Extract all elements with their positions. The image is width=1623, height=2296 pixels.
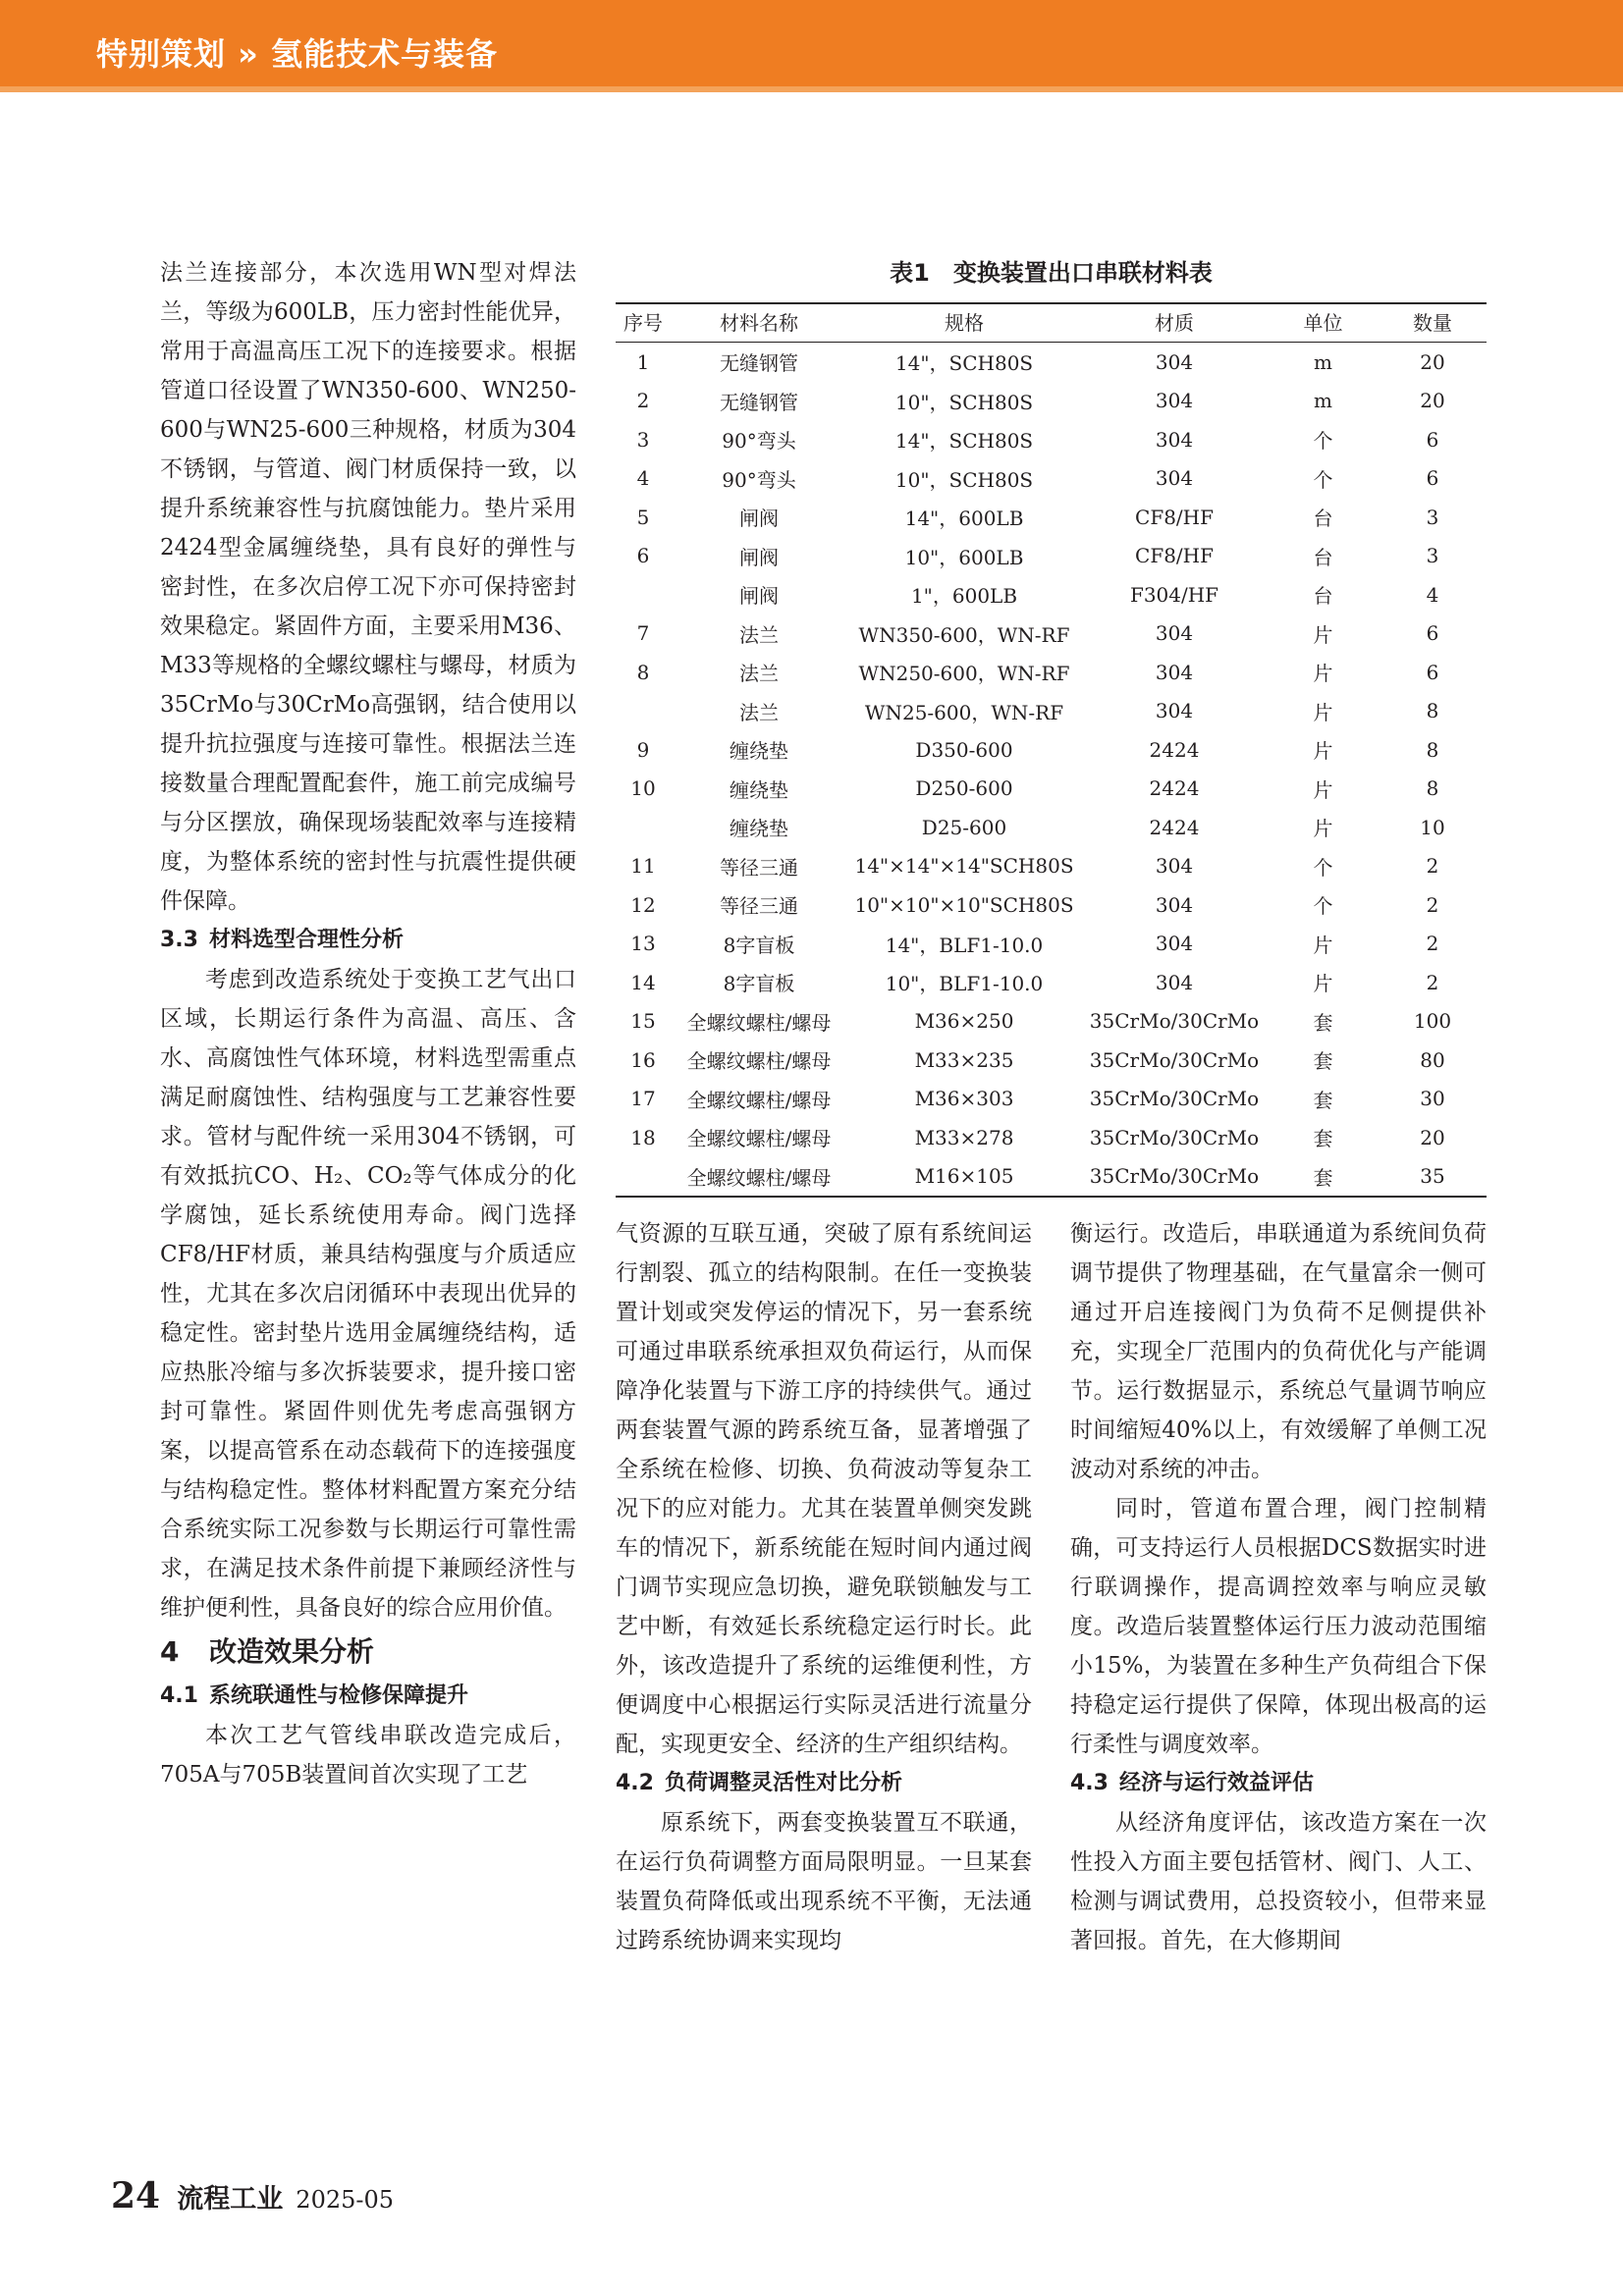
cell-qty: 2 bbox=[1426, 892, 1439, 917]
cell-material: 无缝钢管 bbox=[720, 390, 798, 414]
table-row bbox=[616, 1157, 1487, 1198]
cell-material: 缠绕垫 bbox=[730, 777, 788, 802]
table-row bbox=[616, 1118, 1487, 1157]
section-number: 4.2 bbox=[616, 1771, 654, 1795]
journal-name: 流程工业 bbox=[177, 2184, 284, 2215]
cell-spec: D25-600 bbox=[921, 815, 1007, 839]
cell-unit: 片 bbox=[1313, 662, 1333, 686]
paragraph: 考虑到改造系统处于变换工艺气出口区域，长期运行条件为高温、高压、含水、高腐蚀性气体环境，材料选型需重点满足耐腐蚀性、结构强度与工艺兼容性要求。管材与配件统一采用304不锈钢，可有效抵抗CO、H₂、CO₂等气体成分的化学腐蚀，延长系统使用寿命。阀门选择CF8/HF材质，兼具结构强度与介质适应性，尤其在多次启闭循环中表现出优异的稳定性。密封垫片选用金属缠绕结构，适应热胀冷缩与多次拆装要求，提升接口密封可靠性。紧固件则优先考虑高强钢方案，以提高管系在动态载荷下的连接强度与结构稳定性。整体材料配置方案充分结合系统实际工况参数与长期运行可靠性需求，在满足技术条件前提下兼顾经济性与维护便利性，具备良好的综合应用价值。 bbox=[160, 967, 576, 1621]
table-row bbox=[616, 925, 1487, 964]
table-header-row bbox=[616, 303, 1487, 343]
section-title: 系统联通性与检修保障提升 bbox=[209, 1683, 469, 1708]
cell-no: 7 bbox=[636, 621, 650, 646]
cell-qty: 2 bbox=[1426, 932, 1439, 956]
cell-grade: 35CrMo/30CrMo bbox=[1081, 1157, 1268, 1198]
table-row bbox=[616, 653, 1487, 692]
cell-unit: 片 bbox=[1313, 817, 1333, 841]
cell-unit: 套 bbox=[1268, 1157, 1379, 1198]
cell-grade: 304 bbox=[1155, 466, 1194, 491]
cell-unit: 台 bbox=[1313, 507, 1333, 531]
cell-material: 90°弯头 bbox=[722, 429, 796, 454]
cell-grade: 2424 bbox=[1149, 737, 1200, 762]
cell-material: 全螺纹螺柱/螺母 bbox=[686, 1010, 832, 1035]
cell-unit: 个 bbox=[1313, 429, 1333, 454]
cell-no: 8 bbox=[636, 660, 650, 684]
cell-qty: 80 bbox=[1420, 1047, 1445, 1072]
cell-material: 缠绕垫 bbox=[730, 739, 788, 764]
cell-unit: 套 bbox=[1313, 1049, 1333, 1074]
table-row bbox=[616, 1080, 1487, 1119]
cell-unit: 片 bbox=[1313, 739, 1333, 764]
header-band bbox=[0, 0, 1623, 92]
cell-spec: 10"，BLF1-10.0 bbox=[885, 972, 1044, 996]
header-cell-no: 序号 bbox=[616, 303, 671, 343]
cell-grade: 304 bbox=[1155, 389, 1194, 413]
cell-material: 等径三通 bbox=[720, 855, 798, 880]
table-row bbox=[616, 614, 1487, 654]
cell-no bbox=[616, 808, 671, 847]
cell-qty: 6 bbox=[1426, 466, 1439, 491]
cell-no: 14 bbox=[630, 970, 656, 994]
cell-qty: 20 bbox=[1420, 389, 1445, 413]
paragraph: 衡运行。改造后，串联通道为系统间负荷调节提供了物理基础，在气量富余一侧可通过开启连接阀门为负荷不足侧提供补充，实现全厂范围内的负荷优化与产能调节。运行数据显示，系统总气量调节响应时间缩短40%以上，有效缓解了单侧工况波动对系统的冲击。 bbox=[1070, 1221, 1487, 1482]
cell-material: 全螺纹螺柱/螺母 bbox=[671, 1157, 847, 1198]
cell-grade: 35CrMo/30CrMo bbox=[1089, 1047, 1260, 1072]
cell-material: 8字盲板 bbox=[723, 972, 795, 996]
table-row bbox=[616, 498, 1487, 537]
cell-material: 法兰 bbox=[739, 662, 779, 686]
cell-material: 法兰 bbox=[739, 700, 779, 724]
cell-spec: 1"，600LB bbox=[910, 584, 1018, 609]
section-heading bbox=[160, 921, 576, 960]
cell-unit: m bbox=[1314, 349, 1332, 374]
table-row bbox=[616, 692, 1487, 731]
table-row bbox=[616, 575, 1487, 614]
cell-material: 闸阀 bbox=[739, 507, 779, 531]
paragraph: 本次工艺气管线串联改造完成后，705A与705B装置间首次实现了工艺 bbox=[160, 1723, 576, 1788]
cell-material: 全螺纹螺柱/螺母 bbox=[686, 1127, 832, 1151]
cell-grade: 35CrMo/30CrMo bbox=[1089, 1009, 1260, 1034]
cell-no: 12 bbox=[630, 892, 656, 917]
header-cell-grade: 材质 bbox=[1081, 303, 1268, 343]
cell-spec: 14"，600LB bbox=[904, 507, 1024, 531]
table-row bbox=[616, 770, 1487, 809]
page-footer bbox=[111, 2175, 394, 2216]
section-number: 4 bbox=[160, 1635, 180, 1668]
cell-spec: M16×105 bbox=[847, 1157, 1081, 1198]
cell-material: 等径三通 bbox=[720, 894, 798, 919]
cell-no: 4 bbox=[636, 466, 650, 491]
cell-spec: 14"×14"×14"SCH80S bbox=[854, 854, 1074, 879]
cell-unit: 套 bbox=[1313, 1010, 1333, 1035]
header-cell-spec: 规格 bbox=[847, 303, 1081, 343]
cell-grade: 304 bbox=[1155, 970, 1194, 994]
cell-no: 3 bbox=[636, 427, 650, 452]
cell-qty: 10 bbox=[1420, 815, 1445, 839]
cell-spec: 14"，SCH80S bbox=[894, 351, 1034, 376]
cell-grade: 304 bbox=[1155, 621, 1194, 646]
cell-unit: 片 bbox=[1313, 700, 1333, 724]
cell-unit: 套 bbox=[1313, 1088, 1333, 1112]
cell-qty: 20 bbox=[1420, 349, 1445, 374]
table-row bbox=[616, 963, 1487, 1002]
cell-material: 全螺纹螺柱/螺母 bbox=[686, 1088, 832, 1112]
section-title: 材料选型合理性分析 bbox=[209, 928, 405, 952]
table-row bbox=[616, 730, 1487, 770]
cell-spec: M33×235 bbox=[914, 1047, 1014, 1072]
table-row bbox=[616, 808, 1487, 847]
paragraph: 同时，管道布置合理，阀门控制精确，可支持运行人员根据DCS数据实时进行联调操作，提高调控效率与响应灵敏度。改造后装置整体运行压力波动范围缩小15%，为装置在多种生产负荷组合下保持稳定运行提供了保障，体现出极高的运行柔性与调度效率。 bbox=[1070, 1496, 1487, 1757]
cell-spec: WN350-600，WN-RF bbox=[858, 622, 1070, 647]
cell-no: 15 bbox=[630, 1009, 656, 1034]
table-title: 表1 变换装置出口串联材料表 bbox=[890, 259, 1213, 287]
cell-material: 90°弯头 bbox=[722, 467, 796, 492]
section-title: 改造效果分析 bbox=[209, 1635, 375, 1668]
section-title: 负荷调整灵活性对比分析 bbox=[665, 1771, 903, 1795]
cell-spec: 14"，SCH80S bbox=[894, 429, 1034, 454]
section-heading bbox=[160, 1628, 576, 1677]
cell-spec: 10"×10"×10"SCH80S bbox=[854, 892, 1074, 917]
cell-grade: 35CrMo/30CrMo bbox=[1089, 1087, 1260, 1111]
section-number: 4.3 bbox=[1070, 1771, 1109, 1795]
header-cell-unit: 单位 bbox=[1268, 303, 1379, 343]
cell-spec: D350-600 bbox=[915, 737, 1013, 762]
cell-qty: 6 bbox=[1426, 427, 1439, 452]
cell-unit: 套 bbox=[1313, 1127, 1333, 1151]
cell-no: 9 bbox=[636, 737, 650, 762]
table-row bbox=[616, 459, 1487, 499]
section-heading bbox=[616, 1764, 1032, 1803]
cell-qty: 6 bbox=[1426, 660, 1439, 684]
cell-grade: 304 bbox=[1155, 699, 1194, 723]
cell-material: 8字盲板 bbox=[723, 933, 795, 957]
cell-spec: M33×278 bbox=[914, 1125, 1014, 1149]
cell-unit: 片 bbox=[1313, 933, 1333, 957]
cell-material: 全螺纹螺柱/螺母 bbox=[686, 1049, 832, 1074]
cell-no: 10 bbox=[630, 776, 656, 801]
section-heading bbox=[1070, 1764, 1487, 1803]
table-row bbox=[616, 382, 1487, 421]
table-row bbox=[616, 847, 1487, 886]
cell-no: 1 bbox=[636, 349, 650, 374]
cell-unit: 个 bbox=[1313, 894, 1333, 919]
cell-grade: 304 bbox=[1155, 932, 1194, 956]
section-heading bbox=[160, 1677, 576, 1716]
cell-no: 6 bbox=[636, 544, 650, 568]
cell-grade: 35CrMo/30CrMo bbox=[1089, 1125, 1260, 1149]
cell-no bbox=[616, 692, 671, 731]
page-number: 24 bbox=[111, 2175, 161, 2216]
cell-spec: 10"，SCH80S bbox=[894, 390, 1034, 414]
cell-material: 法兰 bbox=[739, 622, 779, 647]
cell-unit: 片 bbox=[1313, 622, 1333, 647]
cell-no bbox=[616, 1157, 671, 1198]
cell-grade: 304 bbox=[1155, 660, 1194, 684]
journal-issue: 2025-05 bbox=[296, 2186, 395, 2214]
materials-table-block bbox=[616, 253, 1487, 1198]
cell-qty: 3 bbox=[1426, 544, 1439, 568]
header-cell-material: 材料名称 bbox=[671, 303, 847, 343]
cell-qty: 2 bbox=[1426, 970, 1439, 994]
table-body bbox=[616, 343, 1487, 1198]
table-row bbox=[616, 1002, 1487, 1041]
cell-qty: 8 bbox=[1426, 737, 1439, 762]
cell-unit: 片 bbox=[1313, 972, 1333, 996]
paragraph: 气资源的互联互通，突破了原有系统间运行割裂、孤立的结构限制。在任一变换装置计划或突发停运的情况下，另一套系统可通过串联系统承担双负荷运行，从而保障净化装置与下游工序的持续供气。通过两套装置气源的跨系统互备，显著增强了全系统在检修、切换、负荷波动等复杂工况下的应对能力。尤其在装置单侧突发跳车的情况下，新系统能在短时间内通过阀门调节实现应急切换，避免联锁触发与工艺中断，有效延长系统稳定运行时长。此外，该改造提升了系统的运维便利性，方便调度中心根据运行实际灵活进行流量分配，实现更安全、经济的生产组织结构。 bbox=[616, 1221, 1032, 1757]
cell-unit: 片 bbox=[1313, 777, 1333, 802]
table-row bbox=[616, 1041, 1487, 1080]
paragraph: 法兰连接部分，本次选用WN型对焊法兰，等级为600LB，压力密封性能优异，常用于高温高压工况下的连接要求。根据管道口径设置了WN350-600、WN250-600与WN25-600三种规格，材质为304不锈钢，与管道、阀门材质保持一致，以提升系统兼容性与抗腐蚀能力。垫片采用2424型金属缠绕垫，具有良好的弹性与密封性，在多次启停工况下亦可保持密封效果稳定。紧固件方面，主要采用M36、M33等规格的全螺纹螺柱与螺母，材质为35CrMo与30CrMo高强钢，结合使用以提升抗拉强度与连接可靠性。根据法兰连接数量合理配置配套件，施工前完成编号与分区摆放，确保现场装配效率与连接精度，为整体系统的密封性与抗震性提供硬件保障。 bbox=[160, 260, 576, 914]
section-header: 特别策划 » 氢能技术与装备 bbox=[96, 35, 498, 73]
cell-material: 缠绕垫 bbox=[730, 817, 788, 841]
cell-no: 16 bbox=[630, 1047, 656, 1072]
cell-qty: 8 bbox=[1426, 776, 1439, 801]
cell-no: 5 bbox=[636, 505, 650, 529]
text-column-1 bbox=[160, 253, 576, 1794]
cell-grade: 304 bbox=[1155, 349, 1194, 374]
cell-qty: 100 bbox=[1413, 1009, 1452, 1034]
cell-no: 11 bbox=[630, 854, 656, 879]
cell-no: 17 bbox=[630, 1087, 656, 1111]
cell-material: 无缝钢管 bbox=[720, 351, 798, 376]
table-row bbox=[616, 537, 1487, 576]
cell-grade: F304/HF bbox=[1129, 582, 1219, 607]
text-column-2 bbox=[616, 1214, 1032, 1960]
cell-no: 18 bbox=[630, 1125, 656, 1149]
cell-grade: 2424 bbox=[1149, 776, 1200, 801]
cell-spec: WN250-600，WN-RF bbox=[858, 662, 1070, 686]
cell-spec: M36×250 bbox=[914, 1009, 1014, 1034]
cell-material: 闸阀 bbox=[739, 545, 779, 569]
cell-grade: 2424 bbox=[1149, 815, 1200, 839]
cell-no: 2 bbox=[636, 389, 650, 413]
cell-grade: CF8/HF bbox=[1135, 505, 1214, 529]
cell-unit: 台 bbox=[1313, 584, 1333, 609]
text-column-3 bbox=[1070, 1214, 1487, 1960]
section-title: 经济与运行效益评估 bbox=[1119, 1771, 1315, 1795]
cell-spec: WN25-600，WN-RF bbox=[864, 700, 1064, 724]
cell-unit: m bbox=[1314, 389, 1332, 413]
cell-unit: 台 bbox=[1313, 545, 1333, 569]
cell-grade: 304 bbox=[1155, 854, 1194, 879]
cell-spec: D250-600 bbox=[915, 776, 1013, 801]
table-row bbox=[616, 885, 1487, 925]
cell-qty: 6 bbox=[1426, 621, 1439, 646]
cell-spec: 14"，BLF1-10.0 bbox=[885, 933, 1044, 957]
cell-qty: 30 bbox=[1420, 1087, 1445, 1111]
cell-unit: 个 bbox=[1313, 855, 1333, 880]
cell-grade: 304 bbox=[1155, 427, 1194, 452]
cell-spec: M36×303 bbox=[914, 1087, 1014, 1111]
table-row bbox=[616, 343, 1487, 382]
cell-qty: 8 bbox=[1426, 699, 1439, 723]
cell-material: 闸阀 bbox=[739, 584, 779, 609]
cell-qty: 20 bbox=[1420, 1125, 1445, 1149]
cell-grade: 304 bbox=[1155, 892, 1194, 917]
paragraph: 原系统下，两套变换装置互不联通，在运行负荷调整方面局限明显。一旦某套装置负荷降低或出现系统不平衡，无法通过跨系统协调来实现均 bbox=[616, 1810, 1032, 1953]
paragraph: 从经济角度评估，该改造方案在一次性投入方面主要包括管材、阀门、人工、检测与调试费用，总投资较小，但带来显著回报。首先，在大修期间 bbox=[1070, 1810, 1487, 1953]
cell-grade: CF8/HF bbox=[1135, 544, 1214, 568]
cell-no bbox=[616, 575, 671, 614]
cell-no: 13 bbox=[630, 932, 656, 956]
cell-spec: 10"，SCH80S bbox=[894, 467, 1034, 492]
cell-qty: 3 bbox=[1426, 505, 1439, 529]
cell-qty: 35 bbox=[1379, 1157, 1487, 1198]
cell-qty: 2 bbox=[1426, 854, 1439, 879]
cell-spec: 10"，600LB bbox=[904, 545, 1024, 569]
section-number: 4.1 bbox=[160, 1683, 198, 1708]
materials-table bbox=[616, 302, 1487, 1198]
header-cell-qty: 数量 bbox=[1379, 303, 1487, 343]
table-row bbox=[616, 420, 1487, 459]
cell-qty: 4 bbox=[1426, 582, 1439, 607]
section-number: 3.3 bbox=[160, 928, 198, 952]
cell-unit: 个 bbox=[1313, 467, 1333, 492]
